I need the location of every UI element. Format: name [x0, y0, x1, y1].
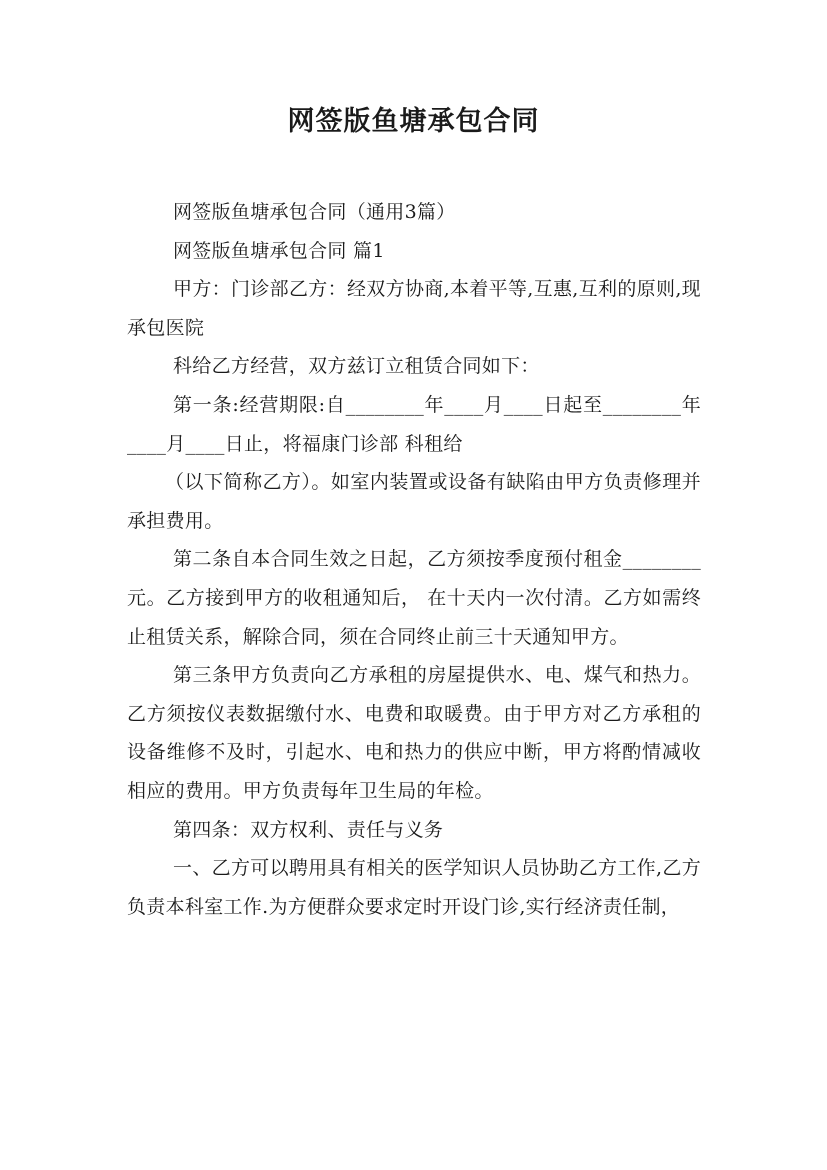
paragraph-article-1-cont: （以下简称乙方）。如室内装置或设备有缺陷由甲方负责修理并承担费用。 [127, 471, 701, 532]
paragraph-article-3: 第三条甲方负责向乙方承租的房屋提供水、电、煤气和热力。乙方须按仪表数据缴付水、电费和取暖费。由于甲方对乙方承租的设备维修不及时，引起水、电和热力的供应中断，甲方将酌情减收相应的费用。甲方负责每年卫生局的年检。 [127, 664, 701, 802]
paragraph-clause-1: 一、乙方可以聘用具有相关的医学知识人员协助乙方工作,乙方负责本科室工作.为方便群众要求定时开设门诊,实行经济责任制， [127, 857, 701, 918]
paragraph-article-1: 第一条:经营期限:自________年____月____日起至________年____月____日止，将福康门诊部 科租给 [127, 393, 701, 455]
paragraph-intro: 科给乙方经营，双方兹订立租赁合同如下： [173, 355, 540, 378]
paragraph-article-2: 第二条自本合同生效之日起，乙方须按季度预付租金________元。乙方接到甲方的收租通知后， 在十天内一次付清。乙方如需终止租赁关系，解除合同，须在合同终止前三十天通知甲方。 [127, 548, 701, 648]
paragraph-article-4: 第四条：双方权利、责任与义务 [173, 818, 444, 841]
paragraph-section-heading: 网签版鱼塘承包合同 篇1 [173, 239, 385, 262]
document-title: 网签版鱼塘承包合同 [287, 106, 540, 137]
document-body [127, 193, 701, 926]
paragraph-parties: 甲方：门诊部乙方：经双方协商,本着平等,互惠,互利的原则,现承包医院 [127, 278, 701, 339]
paragraph-subtitle: 网签版鱼塘承包合同（通用3篇） [173, 201, 456, 223]
